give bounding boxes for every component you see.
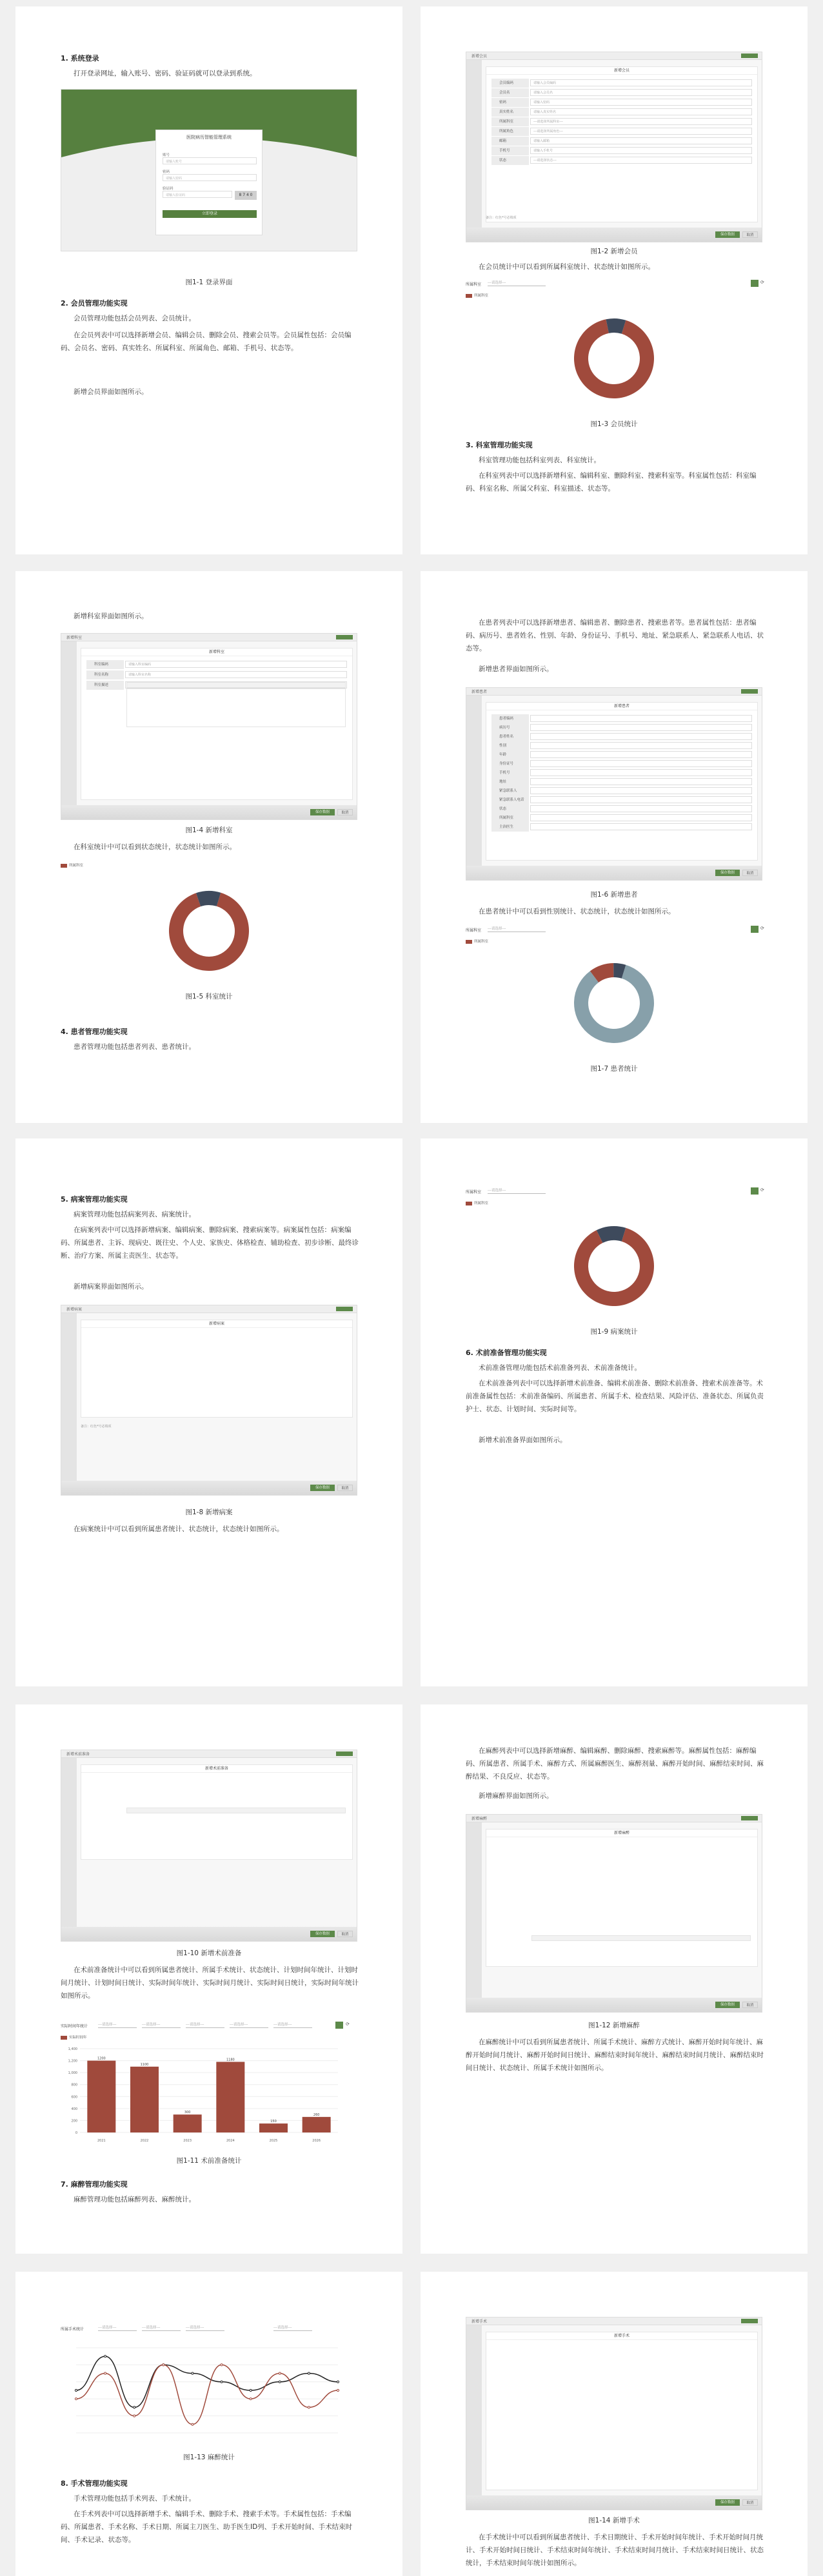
- bar: [130, 2067, 159, 2132]
- field-input[interactable]: ---请选择所属科室---: [530, 118, 752, 125]
- cancel-button[interactable]: 取消: [742, 870, 758, 876]
- data-label: 1180: [226, 2058, 235, 2062]
- paragraph: 新增术前准备界面如图所示。: [479, 1436, 567, 1444]
- bar: [259, 2123, 288, 2132]
- left-sidebar: [466, 1822, 482, 1998]
- paragraph: 在科室列表中可以选择新增科室、编辑科室、删除科室、搜索科室等。科室属性包括：科室编码、科室名称、所属父科室、科室描述、状态等。: [466, 472, 757, 493]
- page-8: [421, 1704, 808, 2254]
- paragraph: 科室管理功能包括科室列表、科室统计。: [479, 456, 600, 464]
- field-label: 会员名: [491, 88, 529, 97]
- data-point: [279, 2381, 281, 2383]
- form-panel: [486, 2332, 758, 2490]
- preop-bar-chart: [61, 2044, 344, 2147]
- login-screenshot: [61, 89, 357, 251]
- paragraph: 新增病案界面如图所示。: [74, 1283, 148, 1291]
- form-row: [491, 723, 752, 732]
- y-tick-label: 200: [71, 2119, 77, 2123]
- add-preop-screenshot: [61, 1750, 357, 1942]
- paragraph: 术前准备管理功能包括术前准备列表、术前准备统计。: [479, 1364, 641, 1372]
- form-row: [86, 670, 347, 679]
- form-footer: [61, 805, 357, 819]
- search-button[interactable]: [751, 926, 759, 933]
- editor-toolbar[interactable]: [531, 1935, 751, 1941]
- form-note: 备注：红色*号必填项: [81, 1425, 112, 1429]
- cancel-button[interactable]: 取消: [742, 2499, 758, 2506]
- paragraph: 在会员统计中可以看到所属科室统计、状态统计如图所示。: [479, 263, 655, 271]
- series-line: [76, 2365, 338, 2424]
- form-row: [491, 823, 752, 832]
- y-tick-label: 400: [71, 2107, 77, 2111]
- filter-select[interactable]: ---请选择---: [230, 2022, 268, 2028]
- form-panel: [486, 1829, 758, 1967]
- bar: [174, 2114, 202, 2132]
- field-label: 真实姓名: [491, 108, 529, 117]
- login-title: 医院病历智能管理系统: [186, 135, 232, 140]
- filter-label: 实际时间年统计: [61, 2024, 88, 2029]
- data-point: [337, 2389, 339, 2391]
- password-input[interactable]: 请输入密码: [163, 174, 257, 181]
- chart-legend: 所属科室: [466, 939, 488, 944]
- field-input[interactable]: ---请选择状态---: [530, 157, 752, 164]
- section-heading: 7. 麻醉管理功能实现: [61, 2180, 128, 2189]
- figure-caption: 图1-14 新增手术: [588, 2517, 640, 2524]
- patient-donut-chart: [562, 951, 666, 1055]
- field-label: 患者姓名: [491, 732, 529, 741]
- data-label: 300: [184, 2111, 191, 2115]
- form-footer: [466, 228, 762, 242]
- window-title: 新增会员: [471, 54, 488, 59]
- field-input[interactable]: [530, 778, 752, 785]
- search-button[interactable]: [751, 1187, 759, 1195]
- paragraph: 病案管理功能包括病案列表、病案统计。: [74, 1211, 195, 1218]
- close-button[interactable]: [336, 1751, 353, 1756]
- field-input[interactable]: 请输入手机号: [530, 147, 752, 154]
- field-label: 密码: [491, 98, 529, 107]
- form-panel: [81, 1320, 353, 1418]
- editor-toolbar[interactable]: [126, 682, 346, 688]
- field-label: 性别: [491, 741, 529, 750]
- close-button[interactable]: [741, 1816, 758, 1820]
- left-sidebar: [466, 2325, 482, 2495]
- paragraph: 在麻醉列表中可以选择新增麻醉、编辑麻醉、删除麻醉、搜索麻醉等。麻醉属性包括：麻醉编码、所属患者、所属手术、麻醉方式、所属麻醉医生、麻醉剂量、麻醉开始时间、麻醉结束时间、麻醉结果、不良反应、状态等。: [466, 1747, 764, 1781]
- captcha-label: 验证码: [163, 187, 174, 191]
- x-tick-label: 2023: [183, 2139, 192, 2143]
- captcha-image[interactable]: 8 7 4 0: [235, 191, 257, 200]
- field-input[interactable]: [530, 814, 752, 821]
- window-title: 新增患者: [471, 690, 488, 694]
- save-button[interactable]: 保存数据: [715, 2002, 740, 2008]
- data-label: 260: [313, 2113, 320, 2117]
- left-sidebar: [61, 1758, 77, 1927]
- bar: [302, 2117, 331, 2132]
- close-button[interactable]: [741, 689, 758, 694]
- paragraph: 在患者列表中可以选择新增患者、编辑患者、删除患者、搜索患者等。患者属性包括：患者编码、病历号、患者姓名、性别、年龄、身份证号、手机号、地址、紧急联系人、紧急联系人电话、状态等。: [466, 619, 764, 652]
- department-donut-chart: [157, 879, 261, 982]
- field-label: 紧急联系人: [491, 786, 529, 795]
- field-input[interactable]: 请输入密码: [530, 99, 752, 106]
- form-row: [491, 777, 752, 786]
- x-tick-label: 2024: [226, 2139, 235, 2143]
- left-sidebar: [61, 1313, 77, 1481]
- data-point: [221, 2381, 223, 2383]
- field-input[interactable]: [530, 733, 752, 740]
- paragraph: 新增麻醉界面如图所示。: [479, 1792, 553, 1800]
- form-footer: [466, 866, 762, 880]
- form-footer: [61, 1927, 357, 1941]
- data-label: 1100: [140, 2062, 149, 2067]
- figure-caption: 图1-6 新增患者: [590, 891, 638, 899]
- form-panel: [486, 702, 758, 861]
- data-point: [134, 2415, 135, 2417]
- data-point: [337, 2381, 339, 2383]
- filter-label: 所属科室: [466, 928, 482, 933]
- form-row: [491, 98, 752, 107]
- figure-caption: 图1-5 科室统计: [185, 993, 233, 1000]
- left-sidebar: [466, 696, 482, 866]
- figure-caption: 图1-2 新增会员: [590, 248, 638, 255]
- form-panel: [486, 66, 758, 222]
- paragraph: 打开登录网址，输入账号、密码、验证码就可以登录到系统。: [74, 70, 257, 77]
- field-label: 手机号: [491, 146, 529, 155]
- field-input[interactable]: [530, 760, 752, 767]
- page-2: [421, 6, 808, 554]
- data-point: [163, 2364, 164, 2366]
- form-row: [491, 795, 752, 805]
- figure-caption: 图1-3 会员统计: [590, 420, 638, 428]
- form-row: [491, 768, 752, 777]
- x-tick-label: 2026: [312, 2139, 321, 2143]
- chart-legend: 所属科室: [61, 863, 83, 868]
- section-heading: 6. 术前准备管理功能实现: [466, 1349, 547, 1357]
- form-title: 新增会员: [486, 67, 757, 75]
- data-point: [221, 2364, 223, 2366]
- field-input[interactable]: [530, 742, 752, 749]
- figure-caption: 图1-13 麻醉统计: [183, 2454, 235, 2461]
- field-label: 身份证号: [491, 759, 529, 768]
- cancel-button[interactable]: 取消: [337, 1931, 353, 1937]
- save-button[interactable]: 保存数据: [715, 870, 740, 876]
- form-title: 新增病案: [81, 1320, 352, 1328]
- field-input[interactable]: [530, 805, 752, 812]
- section-heading: 3. 科室管理功能实现: [466, 441, 533, 449]
- paragraph: 会员管理功能包括会员列表、会员统计。: [74, 315, 195, 322]
- form-row: [491, 805, 752, 814]
- data-point: [104, 2356, 106, 2357]
- field-label: 科室编码: [86, 660, 124, 669]
- field-input[interactable]: [530, 769, 752, 776]
- close-button[interactable]: [336, 635, 353, 639]
- field-input[interactable]: [530, 751, 752, 758]
- paragraph: 在术前准备列表中可以选择新增术前准备、编辑术前准备、删除术前准备、搜索术前准备等。术前准备属性包括：术前准备编码、所属患者、所属手术、检查结果、风险评估、准备状态、所属负责护士、状态、计划时间、实际时间等。: [466, 1380, 764, 1413]
- figure-caption: 图1-9 病案统计: [590, 1328, 638, 1336]
- form-row: [491, 117, 752, 126]
- form-row: [491, 786, 752, 795]
- data-point: [279, 2372, 281, 2374]
- filter-select[interactable]: ---请选择---: [142, 2325, 181, 2331]
- anesthesia-line-chart: [61, 2335, 344, 2444]
- field-label: 科室名称: [86, 670, 124, 679]
- paragraph: 在麻醉统计中可以看到所属患者统计、所属手术统计、麻醉方式统计、麻醉开始时间年统计、麻醉开始时间月统计、麻醉开始时间日统计、麻醉结束时间年统计、麻醉结束时间月统计、麻醉结束时间日统计、状态统计、所属手术统计如图所示。: [466, 2038, 764, 2072]
- paragraph: 在会员列表中可以选择新增会员、编辑会员、删除会员、搜索会员等。会员属性包括：会员编码、会员名、密码、真实姓名、所属科室、所属角色、邮箱、手机号、状态等。: [61, 331, 352, 352]
- field-input[interactable]: [530, 787, 752, 794]
- data-label: 150: [270, 2120, 277, 2124]
- field-label: 状态: [491, 156, 529, 165]
- save-button[interactable]: 保存数据: [310, 1485, 335, 1491]
- data-label: 1200: [97, 2056, 106, 2061]
- username-input[interactable]: 请输入账号: [163, 157, 257, 164]
- paragraph: 手术管理功能包括手术列表、手术统计。: [74, 2495, 195, 2503]
- search-button[interactable]: [751, 280, 759, 287]
- form-row: [491, 137, 752, 146]
- figure-caption: 图1-10 新增术前准备: [176, 1949, 242, 1957]
- field-input[interactable]: 请输入科室编码: [125, 661, 347, 668]
- form-row: [491, 732, 752, 741]
- paragraph: 在手术列表中可以选择新增手术、编辑手术、删除手术、搜索手术等。手术属性包括：手术编码、所属患者、手术名称、手术日期、所属主刀医生、助手医生ID列、手术开始时间、手术结束时间、手术记录、状态等。: [61, 2510, 353, 2544]
- field-label: 会员编码: [491, 79, 529, 88]
- paragraph: 在患者统计中可以看到性别统计、状态统计，状态统计如图所示。: [479, 908, 675, 915]
- form-row: [491, 750, 752, 759]
- page-3: [15, 571, 402, 1123]
- save-button[interactable]: 保存数据: [715, 2499, 740, 2506]
- data-point: [308, 2406, 310, 2408]
- paragraph: 新增会员界面如图所示。: [74, 388, 148, 396]
- paragraph: 在术前准备统计中可以看到所属患者统计、所属手术统计、状态统计、计划时间年统计、计划时间月统计、计划时间日统计、实际时间年统计、实际时间月统计、实际时间日统计，实际时间年统计如图所示。: [61, 1966, 359, 2000]
- form-note: 备注：红色*号必填项: [486, 216, 517, 220]
- refresh-icon[interactable]: ⟳: [346, 2022, 350, 2027]
- filter-select[interactable]: ---请选择---: [186, 2325, 224, 2331]
- add-member-screenshot: [466, 52, 762, 242]
- refresh-icon[interactable]: ⟳: [760, 280, 764, 285]
- close-button[interactable]: [741, 2319, 758, 2323]
- form-row: [491, 108, 752, 117]
- password-label: 密码: [163, 170, 170, 174]
- section-heading: 8. 手术管理功能实现: [61, 2479, 128, 2488]
- page-9: [15, 2272, 402, 2576]
- window-title: 新增病案: [66, 1307, 83, 1312]
- figure-caption: 图1-8 新增病案: [185, 1508, 233, 1516]
- save-button[interactable]: 保存数据: [310, 1931, 335, 1937]
- figure-caption: 图1-12 新增麻醉: [588, 2022, 640, 2029]
- filter-select[interactable]: ---请选择---: [186, 2022, 224, 2028]
- paragraph: 在病案列表中可以选择新增病案、编辑病案、删除病案、搜索病案等。病案属性包括：病案编码、所属患者、主诉、现病史、既往史、个人史、家族史、体格检查、辅助检查、初步诊断、最终诊断、治疗方案、所属主责医生、状态等。: [61, 1226, 359, 1260]
- editor-toolbar[interactable]: [126, 1808, 346, 1813]
- filter-label: 所属科室: [466, 1190, 482, 1195]
- field-label: 手机号: [491, 768, 529, 777]
- page-6: [421, 1138, 808, 1686]
- close-button[interactable]: [336, 1307, 353, 1311]
- form-panel: [81, 1764, 353, 1860]
- form-title: 新增术前准备: [81, 1765, 352, 1773]
- refresh-icon[interactable]: ⟳: [760, 1187, 764, 1193]
- paragraph: 新增科室界面如图所示。: [74, 612, 148, 620]
- field-label: 主治医生: [491, 823, 529, 832]
- x-tick-label: 2025: [269, 2139, 278, 2143]
- form-footer: [466, 2495, 762, 2510]
- figure-caption: 图1-4 新增科室: [185, 826, 233, 834]
- window-title: 新增术前准备: [66, 1752, 90, 1757]
- filter-label: 所属科室: [466, 282, 482, 287]
- figure-caption: 图1-1 登录界面: [185, 278, 233, 286]
- data-point: [250, 2389, 252, 2391]
- bar: [216, 2062, 244, 2132]
- filter-select[interactable]: ---请选择---: [488, 1187, 546, 1194]
- data-point: [308, 2372, 310, 2374]
- left-sidebar: [466, 60, 482, 228]
- add-case-screenshot: [61, 1305, 357, 1496]
- field-label: 患者编码: [491, 714, 529, 723]
- filter-select[interactable]: ---请选择---: [142, 2022, 181, 2028]
- form-row: [491, 88, 752, 97]
- y-tick-label: 600: [71, 2095, 77, 2100]
- form-footer: [61, 1481, 357, 1495]
- form-panel: [81, 648, 353, 800]
- filter-select[interactable]: ---请选择---: [98, 2022, 137, 2028]
- captcha-input[interactable]: 请输入验证码: [163, 191, 232, 198]
- section-heading: 5. 病案管理功能实现: [61, 1195, 128, 1204]
- y-tick-label: 0: [75, 2131, 77, 2135]
- section-heading: 1. 系统登录: [61, 54, 99, 63]
- save-button[interactable]: 保存数据: [310, 809, 335, 815]
- field-input[interactable]: [530, 724, 752, 731]
- refresh-icon[interactable]: ⟳: [760, 926, 764, 931]
- field-label: 年龄: [491, 750, 529, 759]
- window-title: 新增麻醉: [471, 1817, 488, 1821]
- field-input[interactable]: 请输入邮箱: [530, 137, 752, 144]
- form-row: [491, 759, 752, 768]
- cancel-button[interactable]: 取消: [742, 2002, 758, 2008]
- paragraph: 在手术统计中可以看到所属患者统计、手术日期统计、手术开始时间年统计、手术开始时间月统计、手术开始时间日统计、手术结束时间年统计、手术结束时间月统计、手术结束时间日统计、状态统计，手术结束时间年统计如图所示。: [466, 2533, 764, 2567]
- member-donut-chart: [562, 307, 666, 410]
- data-point: [75, 2389, 77, 2391]
- left-sidebar: [61, 641, 77, 805]
- chart-legend: 实际时间年: [61, 2034, 87, 2040]
- search-button[interactable]: [335, 2022, 343, 2029]
- window-title: 新增科室: [66, 636, 83, 640]
- save-button[interactable]: 保存数据: [715, 231, 740, 238]
- add-department-screenshot: [61, 633, 357, 820]
- form-footer: [466, 1998, 762, 2012]
- cancel-button[interactable]: 取消: [337, 809, 353, 815]
- field-input[interactable]: 请输入会员名: [530, 89, 752, 96]
- filter-select[interactable]: ---请选择---: [488, 926, 546, 932]
- case-donut-chart: [562, 1215, 666, 1318]
- filter-label: 所属手术统计: [61, 2327, 84, 2332]
- figure-caption: 图1-7 患者统计: [590, 1065, 638, 1073]
- section-heading: 2. 会员管理功能实现: [61, 299, 128, 307]
- y-tick-label: 800: [71, 2083, 77, 2087]
- field-label: 所属科室: [491, 814, 529, 823]
- field-label: 邮箱: [491, 137, 529, 146]
- form-row: [491, 146, 752, 155]
- form-row: [491, 814, 752, 823]
- data-point: [104, 2372, 106, 2374]
- username-label: 账号: [163, 153, 170, 157]
- form-row: [491, 79, 752, 88]
- paragraph: 在病案统计中可以看到所属患者统计、状态统计，状态统计如图所示。: [74, 1525, 284, 1533]
- chart-legend: 所属科室: [466, 293, 488, 298]
- login-box: [155, 130, 263, 235]
- paragraph: 新增患者界面如图所示。: [479, 665, 553, 673]
- filter-select[interactable]: ---请选择---: [98, 2325, 137, 2331]
- paragraph: 患者管理功能包括患者列表、患者统计。: [74, 1043, 195, 1051]
- chart-legend: 所属科室: [466, 1200, 488, 1205]
- page-4: [421, 571, 808, 1123]
- add-anesthesia-screenshot: [466, 1814, 762, 2013]
- field-input[interactable]: [530, 796, 752, 803]
- form-row: [491, 714, 752, 723]
- data-point: [75, 2398, 77, 2400]
- paragraph: 在科室统计中可以看到状态统计，状态统计如图所示。: [74, 843, 236, 851]
- filter-select[interactable]: ---请选择---: [273, 2022, 312, 2028]
- field-label: 地址: [491, 777, 529, 786]
- paragraph: 麻醉管理功能包括麻醉列表、麻醉统计。: [74, 2196, 195, 2203]
- filter-select[interactable]: ---请选择---: [273, 2325, 312, 2331]
- field-label: 紧急联系人电话: [491, 795, 529, 805]
- section-heading: 4. 患者管理功能实现: [61, 1028, 128, 1036]
- form-row: [491, 741, 752, 750]
- field-label: 科室描述: [86, 681, 124, 690]
- form-title: 新增手术: [486, 2332, 757, 2340]
- form-title: 新增患者: [486, 703, 757, 710]
- field-input[interactable]: 请输入科室名称: [125, 671, 347, 678]
- filter-select[interactable]: ---请选择---: [488, 280, 546, 286]
- form-row: [86, 660, 347, 669]
- form-row: [491, 127, 752, 136]
- x-tick-label: 2022: [140, 2139, 149, 2143]
- x-tick-label: 2021: [97, 2139, 106, 2143]
- page-1: [15, 6, 402, 554]
- data-point: [192, 2423, 193, 2425]
- field-label: 所属科室: [491, 117, 529, 126]
- page-10: [421, 2272, 808, 2576]
- field-input[interactable]: [530, 823, 752, 830]
- y-tick-label: 1,200: [68, 2059, 77, 2064]
- window-title: 新增手术: [471, 2319, 488, 2324]
- form-title: 新增麻醉: [486, 1830, 757, 1837]
- field-input[interactable]: [530, 715, 752, 722]
- figure-caption: 图1-11 术前准备统计: [176, 2157, 242, 2165]
- y-tick-label: 1,400: [68, 2047, 77, 2051]
- field-input[interactable]: 请输入真实姓名: [530, 108, 752, 115]
- cancel-button[interactable]: 取消: [742, 231, 758, 238]
- description-editor[interactable]: [126, 688, 346, 727]
- form-title: 新增科室: [81, 649, 352, 656]
- y-tick-label: 1,000: [68, 2071, 77, 2076]
- add-surgery-screenshot: [466, 2317, 762, 2510]
- data-point: [250, 2398, 252, 2400]
- cancel-button[interactable]: 取消: [337, 1485, 353, 1491]
- field-label: 状态: [491, 805, 529, 814]
- data-point: [192, 2372, 193, 2374]
- page-5: [15, 1138, 402, 1686]
- add-patient-screenshot: [466, 687, 762, 881]
- close-button[interactable]: [741, 54, 758, 58]
- field-input[interactable]: ---请选择所属角色---: [530, 128, 752, 135]
- field-input[interactable]: 请输入会员编码: [530, 79, 752, 86]
- field-label: 所属角色: [491, 127, 529, 136]
- form-row: [491, 156, 752, 165]
- data-point: [134, 2406, 135, 2408]
- page-7: [15, 1704, 402, 2254]
- bar: [87, 2061, 115, 2132]
- login-button[interactable]: 立即登录: [163, 210, 257, 218]
- field-label: 病历号: [491, 723, 529, 732]
